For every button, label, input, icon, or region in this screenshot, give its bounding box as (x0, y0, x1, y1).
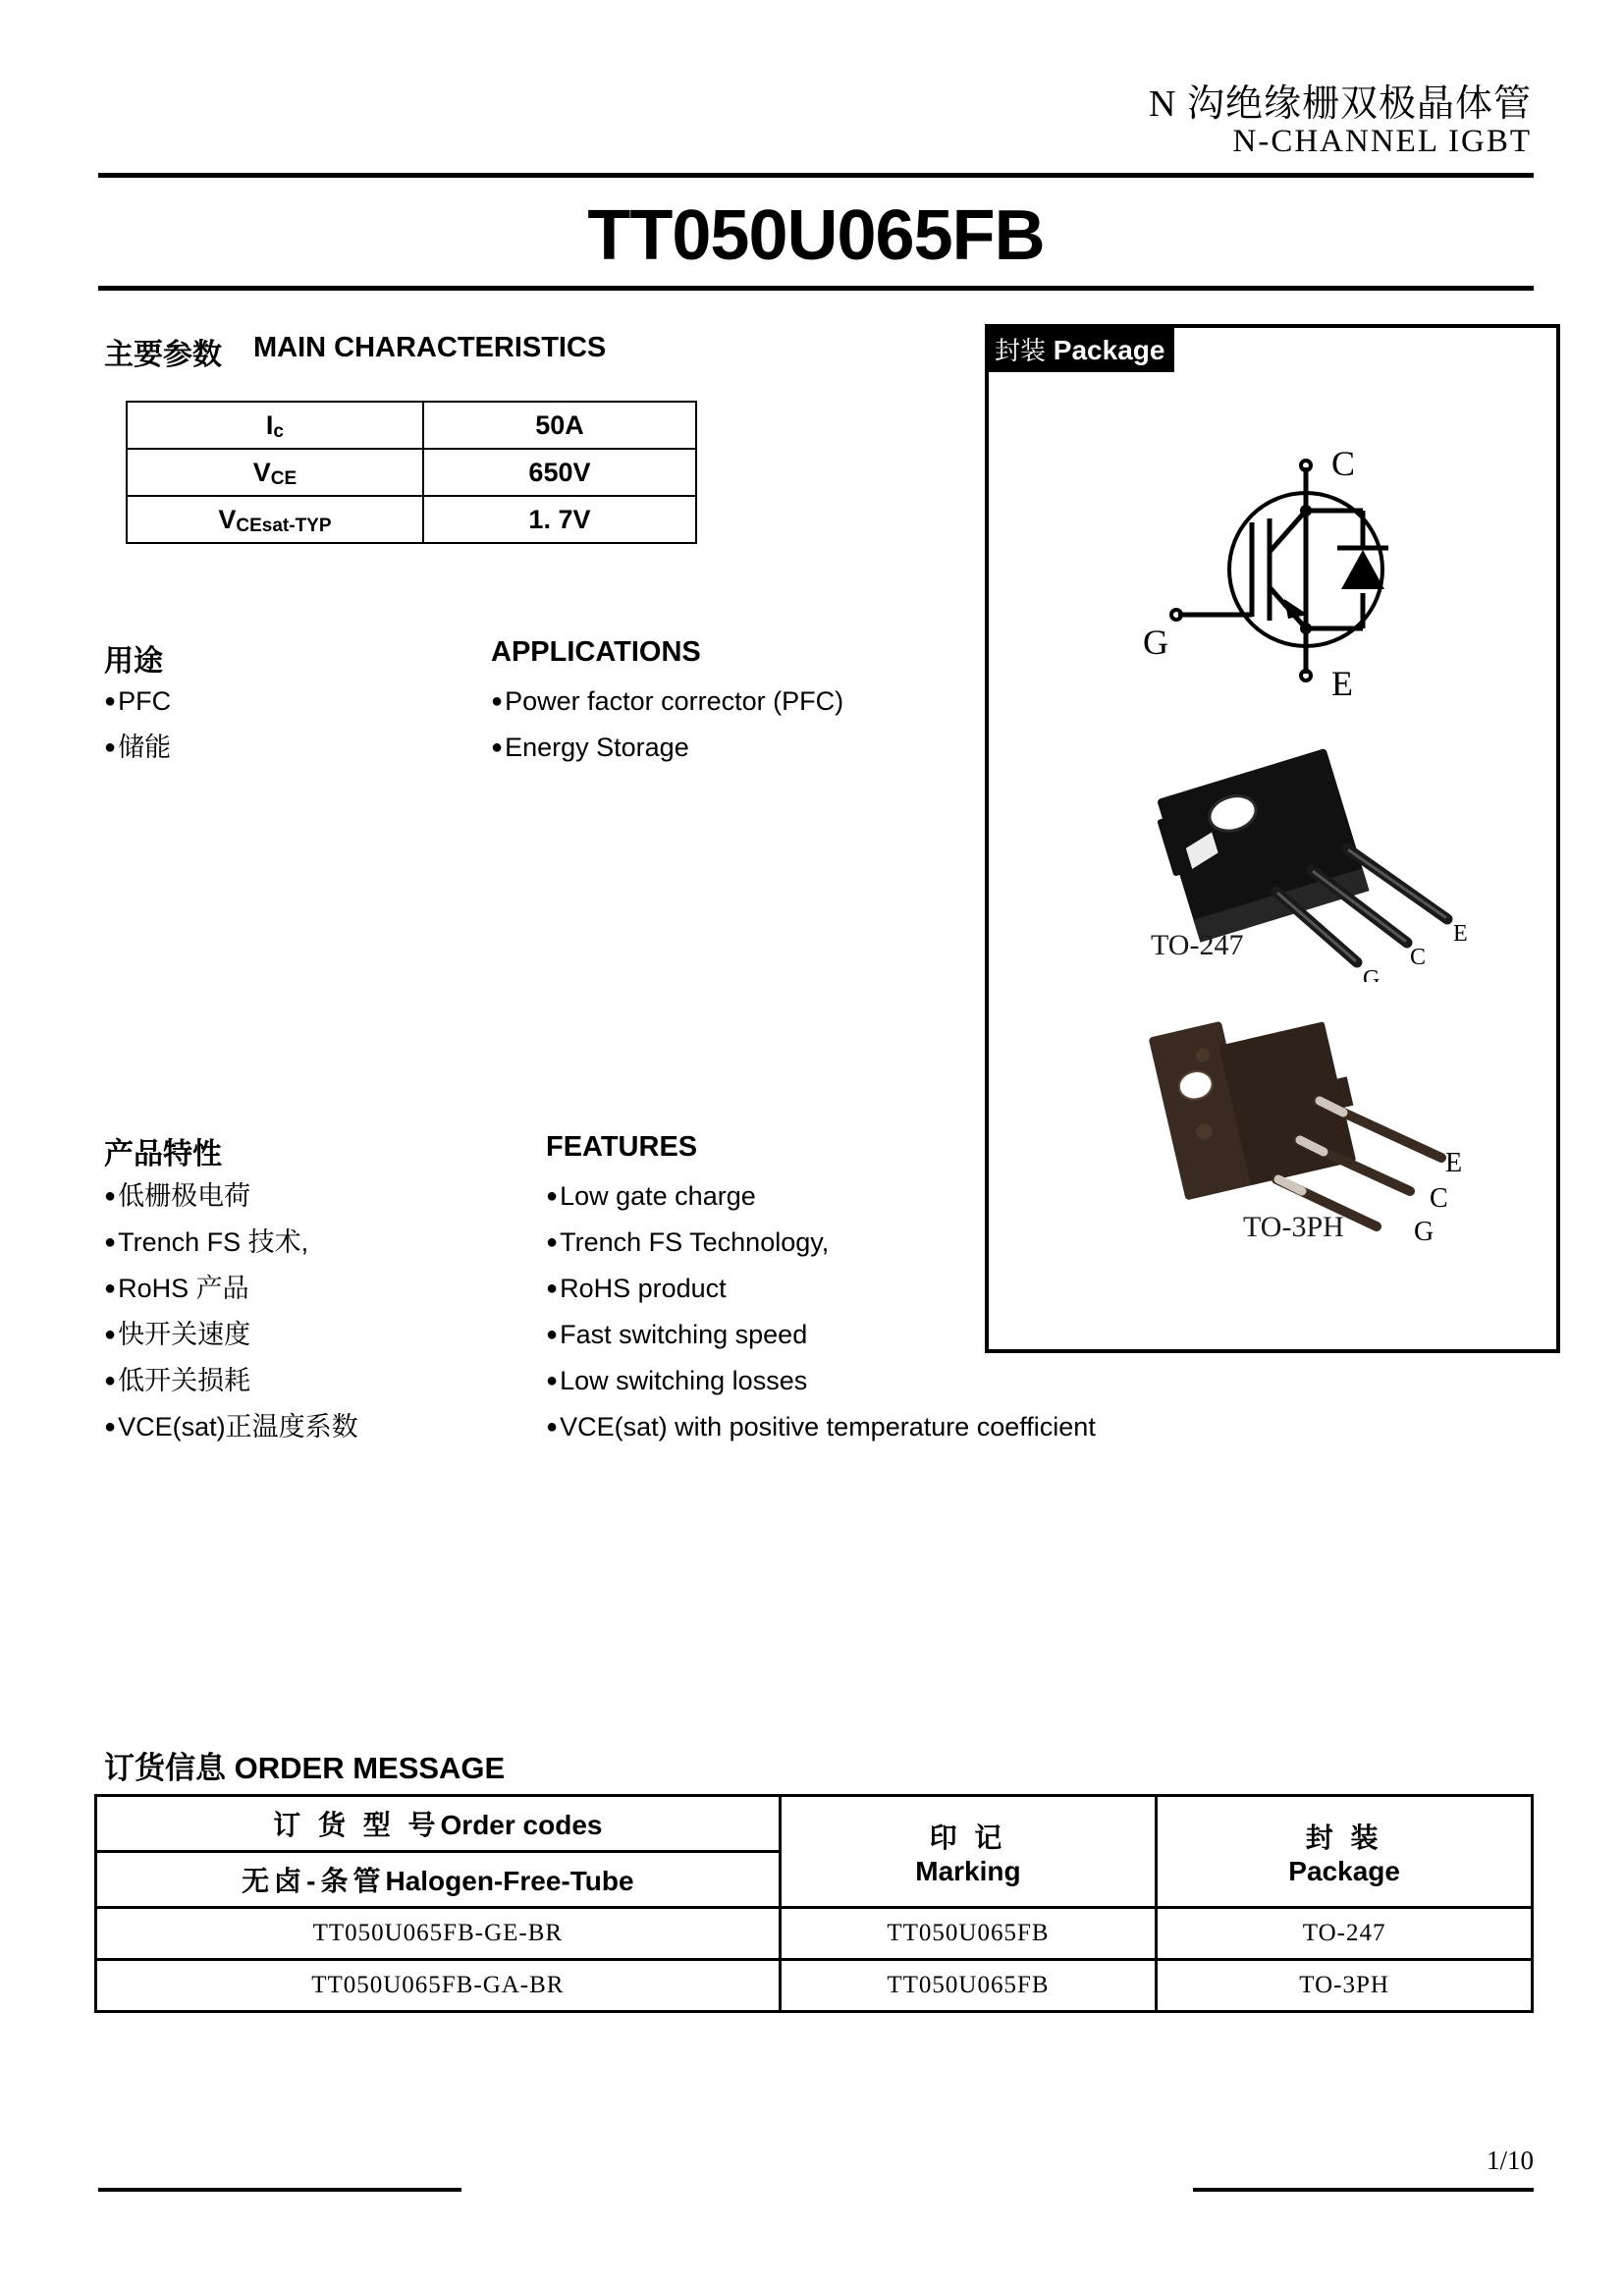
bullet-icon: ● (546, 1324, 559, 1345)
applications-list-en (491, 680, 843, 772)
to3ph-lead-label-c: C (1430, 1183, 1448, 1214)
list-item: ●快开关速度 (104, 1320, 251, 1349)
order-message-table (94, 1794, 1534, 2013)
part-number-title: TT050U065FB (587, 196, 1045, 275)
package-cell: TO-3PH (1157, 1960, 1533, 2012)
list-item: ●Power factor corrector (PFC) (491, 686, 844, 716)
order-message-heading (104, 1743, 505, 1787)
main-characteristics-heading-en: MAIN CHARACTERISTICS (253, 332, 607, 363)
list-item: ●RoHS product (546, 1274, 727, 1303)
char-value: 50A (423, 402, 696, 449)
symbol-label-emitter: E (1331, 664, 1353, 703)
list-item: ●储能 (104, 733, 172, 762)
igbt-symbol-icon (1139, 432, 1492, 707)
to247-package-name: TO-247 (1151, 929, 1244, 961)
table-row (127, 496, 696, 543)
package-label-en: Package (1053, 335, 1165, 365)
bullet-icon: ● (104, 1185, 117, 1207)
package-panel-label (989, 328, 1174, 372)
symbol-label-gate: G (1143, 623, 1168, 662)
bullet-icon: ● (104, 690, 117, 712)
list-item: ●低开关损耗 (104, 1366, 251, 1395)
bullet-icon: ● (546, 1370, 559, 1391)
to3ph-package-name: TO-3PH (1243, 1211, 1344, 1243)
to247-lead-label-g: G (1363, 966, 1380, 982)
list-item: ●Fast switching speed (546, 1320, 808, 1349)
char-label: Ic (127, 402, 423, 449)
char-value: 1. 7V (423, 496, 696, 543)
to247-illustration-icon (1129, 736, 1551, 982)
bullet-icon: ● (546, 1416, 559, 1438)
to3ph-package-image (1129, 997, 1551, 1247)
to247-package-image (1129, 736, 1551, 982)
table-row (96, 1960, 1533, 2012)
bullet-icon: ● (491, 736, 504, 758)
list-item: ●Low gate charge (546, 1181, 756, 1211)
header-rule-bottom (98, 286, 1534, 291)
bullet-icon: ● (546, 1278, 559, 1299)
marking-cell: TT050U065FB (780, 1960, 1157, 2012)
list-item: ●Trench FS 技术, (104, 1227, 309, 1257)
package-cell: TO-247 (1157, 1908, 1533, 1960)
to247-lead-label-c: C (1410, 945, 1427, 970)
bullet-icon: ● (104, 1278, 117, 1299)
bullet-icon: ● (546, 1231, 559, 1253)
bullet-icon: ● (104, 1231, 117, 1253)
package-header: 封 装 Package (1157, 1796, 1533, 1908)
bullet-icon: ● (104, 1324, 117, 1345)
footer-rule-right (1193, 2188, 1534, 2192)
halogen-free-tube-header: 无卤-条管Halogen-Free-Tube (96, 1852, 781, 1908)
igbt-symbol-diagram (1139, 432, 1492, 707)
char-value: 650V (423, 449, 696, 496)
package-label-cn: 封装 (995, 337, 1047, 365)
table-row (127, 449, 696, 496)
table-row (127, 402, 696, 449)
applications-list-cn (104, 680, 171, 772)
order-code-cell: TT050U065FB-GE-BR (96, 1908, 781, 1960)
bullet-icon: ● (104, 736, 117, 758)
features-list-cn (104, 1174, 358, 1451)
header-title-cn: N 沟绝缘栅双极晶体管 (1149, 83, 1532, 125)
char-label: VCEsat-TYP (127, 496, 423, 543)
order-codes-header: 订 货 型 号Order codes (96, 1796, 781, 1852)
list-item: ●VCE(sat)正温度系数 (104, 1412, 358, 1442)
table-header-row (96, 1796, 1533, 1852)
to3ph-illustration-icon (1129, 997, 1551, 1247)
footer-rule-left (98, 2188, 461, 2192)
list-item: ●Energy Storage (491, 733, 689, 762)
list-item: ●RoHS 产品 (104, 1274, 249, 1303)
features-heading-en: FEATURES (546, 1131, 698, 1163)
char-label: VCE (127, 449, 423, 496)
bullet-icon: ● (104, 1370, 117, 1391)
order-code-cell: TT050U065FB-GA-BR (96, 1960, 781, 2012)
order-message-heading-en: ORDER MESSAGE (234, 1751, 506, 1785)
order-message-heading-cn: 订货信息 (104, 1751, 226, 1785)
marking-cell: TT050U065FB (780, 1908, 1157, 1960)
table-row (96, 1908, 1533, 1960)
list-item: ●Low switching losses (546, 1366, 808, 1395)
to3ph-lead-label-e: E (1445, 1148, 1463, 1178)
page-number: 1/10 (1486, 2146, 1534, 2175)
symbol-label-collector: C (1331, 444, 1356, 483)
header-title-en: N-CHANNEL IGBT (1232, 124, 1532, 159)
applications-heading-cn: 用途 (104, 645, 163, 678)
main-characteristics-table (126, 401, 697, 544)
marking-header: 印 记 Marking (780, 1796, 1157, 1908)
bullet-icon: ● (491, 690, 504, 712)
bullet-icon: ● (546, 1185, 559, 1207)
list-item: ●低栅极电荷 (104, 1181, 251, 1211)
header-rule-top (98, 173, 1534, 178)
to247-lead-label-e: E (1453, 921, 1468, 947)
list-item: ●PFC (104, 686, 172, 716)
features-heading-cn: 产品特性 (104, 1138, 222, 1170)
to3ph-lead-label-g: G (1414, 1217, 1435, 1247)
main-characteristics-heading-cn: 主要参数 (104, 339, 222, 371)
bullet-icon: ● (104, 1416, 117, 1438)
list-item: ●VCE(sat) with positive temperature coefficient (546, 1412, 1096, 1442)
applications-heading-en: APPLICATIONS (491, 636, 701, 668)
list-item: ●Trench FS Technology, (546, 1227, 830, 1257)
